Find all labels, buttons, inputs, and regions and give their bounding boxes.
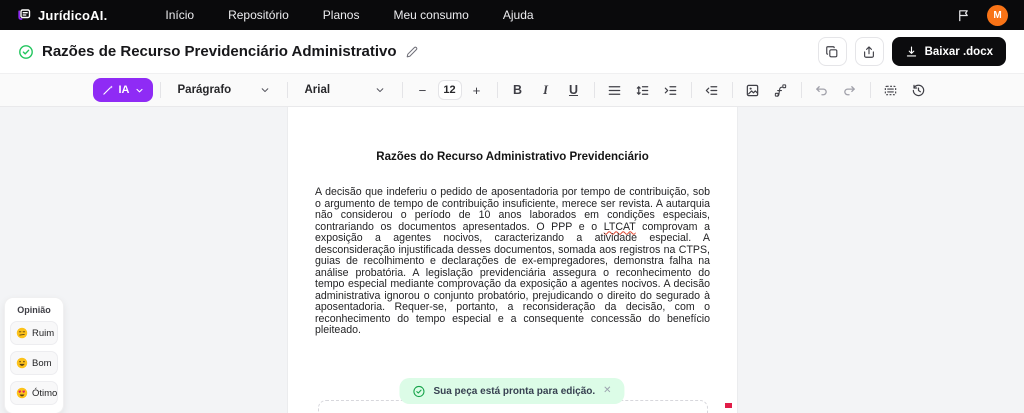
brand-name: JurídicoAI. xyxy=(38,7,108,23)
page-title: Razões de Recurso Previdenciário Administrativo xyxy=(42,43,397,60)
magic-wand-icon xyxy=(102,84,114,96)
nav-item-ajuda[interactable]: Ajuda xyxy=(502,8,534,22)
brand-logo[interactable] xyxy=(16,7,107,23)
font-size-value[interactable]: 12 xyxy=(438,80,462,100)
copy-button[interactable] xyxy=(818,37,847,66)
toolbar-divider xyxy=(402,82,403,98)
chevron-down-icon xyxy=(135,86,144,95)
opinion-bom-button[interactable]: Bom xyxy=(10,351,58,375)
paragraph-text: A decisão que indeferiu o pedido de aposentadoria por tempo de contribuição, sob o argumento de tempo de contribuição insuficiente, merece ser revista. A autarquia não considerou o período de 10 anos laborados em condições especiais, contrariando os documentos apresentados. O PPP e o xyxy=(315,186,710,233)
smiling-face-icon xyxy=(16,357,28,369)
user-avatar[interactable]: M xyxy=(987,5,1008,26)
document-page[interactable] xyxy=(288,107,737,413)
document-canvas xyxy=(0,107,1024,413)
toolbar-divider xyxy=(594,82,595,98)
toast-close-icon[interactable]: ✕ xyxy=(603,385,612,396)
opinion-panel xyxy=(4,297,64,413)
redo-button[interactable] xyxy=(837,78,863,102)
juridicoai-logo-icon xyxy=(16,7,32,23)
insert-image-button[interactable] xyxy=(740,78,766,102)
document-heading: Razões do Recurso Administrativo Previdenciário xyxy=(376,151,649,163)
success-toast xyxy=(399,378,624,404)
download-icon xyxy=(905,45,918,58)
version-history-button[interactable] xyxy=(906,78,932,102)
toolbar-divider xyxy=(732,82,733,98)
opinion-ruim-button[interactable]: Ruim xyxy=(10,321,58,345)
italic-button[interactable]: I xyxy=(533,78,559,102)
opinion-panel-title: Opinião xyxy=(17,305,51,315)
indent-increase-button[interactable] xyxy=(658,78,684,102)
check-circle-icon xyxy=(18,44,34,60)
opinion-otimo-button[interactable]: Ótimo xyxy=(10,381,58,405)
toolbar-divider xyxy=(801,82,802,98)
insert-field-button[interactable] xyxy=(768,78,794,102)
font-size-decrease-button[interactable]: − xyxy=(410,78,436,102)
toolbar-divider xyxy=(160,82,161,98)
toast-check-circle-icon xyxy=(412,385,425,398)
nav-item-meu-consumo[interactable]: Meu consumo xyxy=(393,8,469,22)
feedback-flag-icon[interactable] xyxy=(956,8,971,23)
heart-eyes-face-icon xyxy=(16,387,28,399)
main-nav xyxy=(165,8,533,22)
edit-title-pencil-icon[interactable] xyxy=(405,45,419,59)
font-size-increase-button[interactable]: + xyxy=(464,78,490,102)
line-spacing-button[interactable] xyxy=(630,78,656,102)
nav-item-inicio[interactable]: Início xyxy=(165,8,195,22)
nav-item-planos[interactable]: Planos xyxy=(322,8,360,22)
paragraph-style-select[interactable]: Parágrafo xyxy=(168,78,280,102)
top-navbar xyxy=(0,0,1024,30)
undo-button[interactable] xyxy=(809,78,835,102)
spellcheck-flagged-word: LTCAT xyxy=(603,220,636,233)
paragraph-text: comprovam a exposição a agentes nocivos, caracterizando a atividade especial. A desconsideração injustificada desses documentos, somada aos registros na CTPS, guias de recolhimento e declarações de ex-empregadores, demonstra falha na análise probatória. A legislação previdenciária assegura o reconhecimento do tempo especial mediante comprovação da exposição a agentes nocivos. A decisão administrativa ignorou o conjunto probatório, prejudicando o direito do segurado à aposentadoria. Requer-se, portanto, a reconsideração da decisão, com o reconhecimento do tempo especial e a consequente concessão do benefício pleiteado. xyxy=(315,220,710,336)
chevron-down-icon xyxy=(260,85,270,95)
document-title-bar xyxy=(0,30,1024,74)
ia-assistant-button[interactable]: IA xyxy=(93,78,153,102)
select-all-button[interactable] xyxy=(878,78,904,102)
editor-toolbar xyxy=(0,74,1024,107)
download-docx-button[interactable]: Baixar .docx xyxy=(892,37,1006,66)
indent-decrease-button[interactable] xyxy=(699,78,725,102)
document-paragraph xyxy=(315,187,710,337)
collab-cursor-marker xyxy=(725,403,732,408)
unamused-face-icon xyxy=(16,327,28,339)
underline-button[interactable]: U xyxy=(561,78,587,102)
toolbar-divider xyxy=(691,82,692,98)
chevron-down-icon xyxy=(375,85,385,95)
nav-item-repositorio[interactable]: Repositório xyxy=(228,8,289,22)
toolbar-divider xyxy=(870,82,871,98)
toolbar-divider xyxy=(497,82,498,98)
share-button[interactable] xyxy=(855,37,884,66)
toast-message: Sua peça está pronta para edição. xyxy=(433,385,596,397)
font-family-select[interactable]: Arial xyxy=(295,78,395,102)
toolbar-divider xyxy=(287,82,288,98)
bold-button[interactable]: B xyxy=(505,78,531,102)
align-justify-button[interactable] xyxy=(602,78,628,102)
